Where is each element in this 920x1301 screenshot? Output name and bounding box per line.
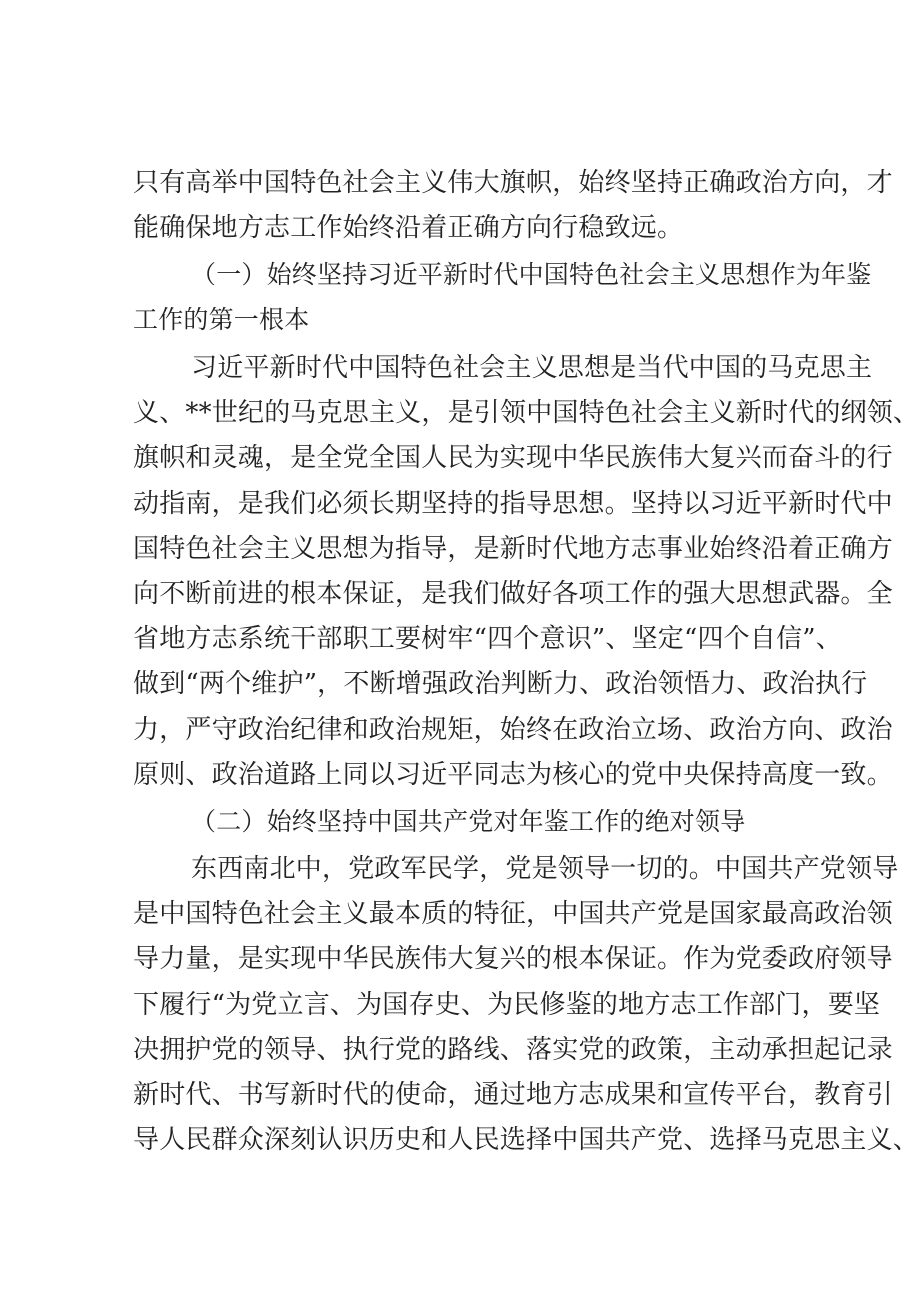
paragraph-line: 导人民群众深刻认识历史和人民选择中国共产党、选择马克思主义、 [133, 1125, 920, 1155]
paragraph-line: 向不断前进的根本保证，是我们做好各项工作的强大思想武器。全 [133, 579, 893, 609]
paragraph-line: 做到“两个维护”，不断增强政治判断力、政治领悟力、政治执行 [133, 669, 868, 699]
paragraph-line: 导力量，是实现中华民族伟大复兴的根本保证。作为党委政府领导 [133, 944, 893, 974]
paragraph-line: 省地方志系统干部职工要树牢“四个意识”、坚定“四个自信”、 [133, 624, 842, 654]
section-heading: （一）始终坚持习近平新时代中国特色社会主义思想作为年鉴 [191, 260, 872, 289]
paragraph-line: 新时代、书写新时代的使命，通过地方志成果和宣传平台，教育引 [133, 1080, 893, 1110]
paragraph-line: 动指南，是我们必须长期坚持的指导思想。坚持以习近平新时代中 [133, 489, 893, 519]
paragraph-line: 下履行“为党立言、为国存史、为民修鉴的地方志工作部门，要坚 [133, 990, 881, 1020]
paragraph-line: 决拥护党的领导、执行党的路线、落实党的政策，主动承担起记录 [133, 1035, 893, 1065]
section-heading: （二）始终坚持中国共产党对年鉴工作的绝对领导 [191, 807, 746, 836]
paragraph-line: 旗帜和灵魂，是全党全国人民为实现中华民族伟大复兴而奋斗的行 [133, 443, 893, 473]
paragraph-line: 原则、政治道路上同以习近平同志为核心的党中央保持高度一致。 [133, 760, 893, 790]
paragraph-line: 东西南北中，党政军民学，党是领导一切的。中国共产党领导 [191, 854, 899, 884]
paragraph-line: 是中国特色社会主义最本质的特征，中国共产党是国家最高政治领 [133, 899, 893, 929]
paragraph-line: 力，严守政治纪律和政治规矩，始终在政治立场、政治方向、政治 [133, 715, 893, 745]
paragraph-line: 只有高举中国特色社会主义伟大旗帜，始终坚持正确政治方向，才 [133, 168, 893, 198]
paragraph-line: 义、**世纪的马克思主义，是引领中国特色社会主义新时代的纲领、 [133, 398, 920, 428]
paragraph-line: 习近平新时代中国特色社会主义思想是当代中国的马克思主 [191, 353, 873, 383]
paragraph-line: 国特色社会主义思想为指导，是新时代地方志事业始终沿着正确方 [133, 534, 893, 564]
section-heading: 工作的第一根本 [133, 305, 310, 334]
paragraph-line: 能确保地方志工作始终沿着正确方向行稳致远。 [133, 213, 684, 243]
